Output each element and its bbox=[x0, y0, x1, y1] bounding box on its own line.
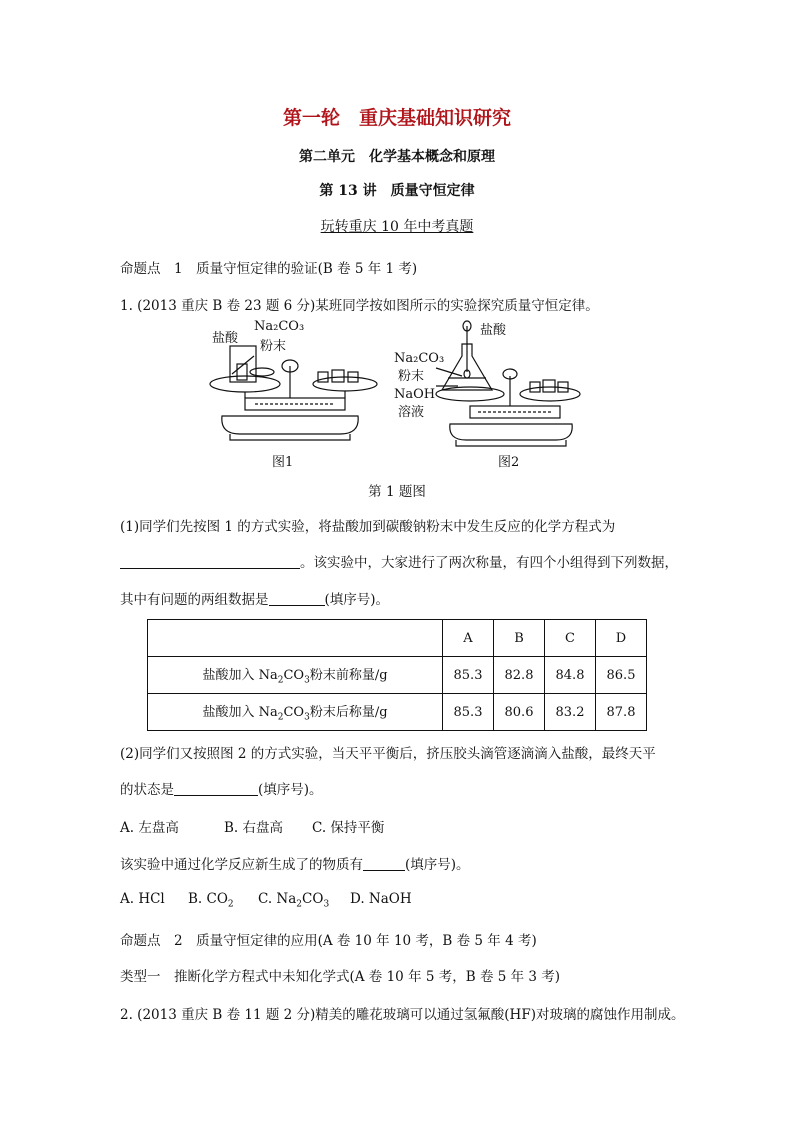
q2-text: 2. (2013 重庆 B 卷 11 题 2 分)精美的雕花玻璃可以通过氢氟酸(HF)对玻璃的腐蚀作用制成。 bbox=[120, 1007, 685, 1023]
q1-part1-line3: 其中有问题的两组数据是 (填序号)。 bbox=[120, 592, 390, 608]
section-title: 玩转重庆 10 年中考真题 bbox=[320, 219, 474, 235]
option-c: C. $Na_2CO_3$ bbox=[258, 891, 330, 910]
fig1-label-acid: 盐酸 bbox=[212, 331, 239, 346]
fig1-label-powder: 粉末 bbox=[260, 339, 287, 354]
unit-title: 第二单元 化学基本概念和原理 bbox=[299, 149, 495, 165]
weighing-data-table bbox=[147, 619, 647, 731]
type1-heading: 类型一 推断化学方程式中未知化学式(A 卷 10 年 5 考，B 卷 5 年 3 考) bbox=[120, 969, 561, 985]
fig2-caption: 图2 bbox=[498, 455, 520, 470]
balance-2-drawing bbox=[436, 321, 580, 446]
balance-state-blank[interactable] bbox=[174, 781, 258, 796]
fig1-caption: 图1 bbox=[272, 455, 294, 470]
option-b: B. $CO_2$ bbox=[188, 891, 234, 910]
balance-1-drawing bbox=[210, 346, 377, 440]
topic2-heading: 命题点 2 质量守恒定律的应用(A 卷 10 年 10 考，B 卷 5 年 4 考) bbox=[120, 933, 537, 949]
equation-blank[interactable] bbox=[120, 554, 300, 569]
q1-intro: 1. (2013 重庆 B 卷 23 题 6 分)某班同学按如图所示的实验探究质量守恒定律。 bbox=[120, 298, 599, 314]
option-c: C. 保持平衡 bbox=[312, 820, 385, 836]
fig2-label-naoh: NaOH bbox=[394, 387, 436, 402]
options-balance-state bbox=[120, 816, 384, 836]
table-row: 盐酸加入 $Na_2CO_3$粉末后称量/g 85.3 80.6 83.2 87.8 bbox=[148, 694, 647, 731]
new-substance-blank[interactable] bbox=[363, 856, 405, 871]
q1-part1-text: (1)同学们先按图 1 的方式实验，将盐酸加到碳酸钠粉末中发生反应的化学方程式为 bbox=[120, 519, 616, 535]
fig2-label-powder: 粉末 bbox=[398, 369, 425, 384]
balance-experiment-figure bbox=[200, 316, 600, 476]
round-title: 第一轮 重庆基础知识研究 bbox=[282, 107, 511, 129]
topic1-heading: 命题点 1 质量守恒定律的验证(B 卷 5 年 1 考) bbox=[120, 261, 418, 277]
option-d: D. NaOH bbox=[350, 891, 412, 907]
options-substances bbox=[120, 891, 412, 910]
option-a: A. 左盘高 bbox=[120, 820, 179, 836]
option-a: A. HCl bbox=[120, 891, 165, 907]
fig2-label-acid: 盐酸 bbox=[480, 323, 507, 338]
option-b: B. 右盘高 bbox=[224, 820, 284, 836]
q1-part1-line2: 。该实验中，大家进行了两次称量，有四个小组得到下列数据， bbox=[120, 551, 678, 571]
lecture-title: 第 13 讲 质量守恒定律 bbox=[319, 183, 475, 199]
table-row: 盐酸加入 $Na_2CO_3$粉末前称量/g 85.3 82.8 84.8 86.5 bbox=[148, 657, 647, 694]
q1-part2-text: (2)同学们又按照图 2 的方式实验，当天平平衡后，挤压胶头滴管逐滴滴入盐酸，最终天平 bbox=[120, 746, 656, 762]
fig1-label-na2co3: Na₂CO₃ bbox=[254, 319, 305, 334]
q1-part2-line2: 的状态是 (填序号)。 bbox=[120, 782, 323, 798]
fig2-label-solution: 溶液 bbox=[398, 405, 425, 420]
q1-part3-text: 该实验中通过化学反应新生成了的物质有 (填序号)。 bbox=[120, 857, 470, 873]
figure-caption: 第 1 题图 bbox=[368, 484, 426, 500]
fig2-label-na2co3: Na₂CO₃ bbox=[394, 351, 445, 366]
groups-blank[interactable] bbox=[269, 591, 325, 606]
table-header-row: A B C D bbox=[148, 620, 647, 657]
